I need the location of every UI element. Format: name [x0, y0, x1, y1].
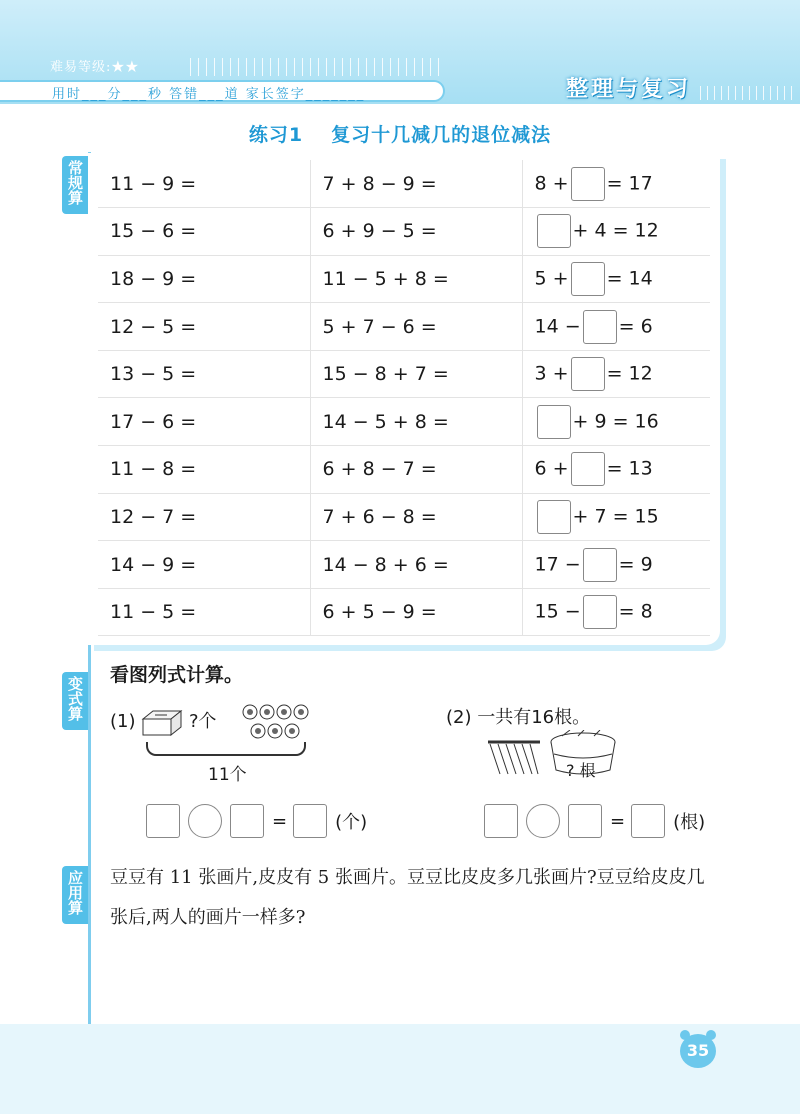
tag-variant [62, 672, 88, 730]
calc-cell-c-pre: 14 − [534, 315, 581, 338]
muffins-icon [240, 703, 312, 741]
calc-cell-a: 12 − 5 = [98, 303, 310, 351]
question-2-label: (2) [446, 707, 472, 728]
calc-cell-c-pre: 8 + [534, 172, 569, 195]
calc-row [98, 208, 710, 256]
calc-table [98, 160, 710, 636]
answer-box[interactable] [571, 357, 605, 391]
calc-cell-b: 6 + 9 − 5 = [310, 208, 522, 256]
calc-cell-a: 14 − 9 = [98, 541, 310, 589]
equation-1 [146, 804, 367, 838]
question-1 [110, 703, 312, 741]
calc-cell-c [522, 588, 710, 636]
calc-cell-c [522, 303, 710, 351]
calc-cell-c-post: = 9 [618, 553, 653, 576]
equation-2 [484, 804, 705, 838]
calc-row [98, 303, 710, 351]
tissue-box-icon [141, 707, 183, 737]
equation-1-unit: (个) [335, 812, 368, 833]
calc-cell-c [522, 398, 710, 446]
difficulty-rating: 难易等级:★★ [50, 60, 140, 75]
section-title: 整理与复习 [566, 77, 692, 102]
equals-sign: = [610, 810, 626, 832]
question-1-label: (1) [110, 711, 136, 732]
calc-cell-a: 11 − 5 = [98, 588, 310, 636]
answer-box[interactable] [631, 804, 665, 838]
applied-problem: 豆豆有 11 张画片,皮皮有 5 张画片。豆豆比皮皮多几张画片?豆豆给皮皮几张后,两人的画片一样多? [110, 867, 705, 928]
calc-cell-c-post: = 17 [606, 172, 653, 195]
calc-cell-c [522, 350, 710, 398]
calc-cell-b: 6 + 5 − 9 = [310, 588, 522, 636]
answer-box[interactable] [571, 167, 605, 201]
ruler-decoration [190, 58, 440, 76]
calc-cell-c-post: + 9 = 16 [572, 410, 659, 433]
calc-row [98, 160, 710, 208]
carrots-icon [486, 738, 542, 778]
calc-row [98, 588, 710, 636]
calc-cell-b: 6 + 8 − 7 = [310, 446, 522, 494]
calc-cell-c-pre: 15 − [534, 600, 581, 623]
calc-row [98, 255, 710, 303]
answer-box[interactable] [484, 804, 518, 838]
calc-cell-c [522, 541, 710, 589]
calc-cell-a: 17 − 6 = [98, 398, 310, 446]
exercise-topic: 复习十几减几的退位减法 [331, 124, 552, 146]
question-2-unknown: ? 根 [566, 761, 596, 780]
calc-cell-c [522, 160, 710, 208]
answer-box[interactable] [583, 548, 617, 582]
question-2-text: 一共有16根。 [477, 707, 591, 728]
calc-cell-c [522, 493, 710, 541]
calc-cell-b: 7 + 8 − 9 = [310, 160, 522, 208]
calc-row [98, 350, 710, 398]
page-number: 35 [680, 1034, 716, 1068]
answer-box[interactable] [230, 804, 264, 838]
calc-cell-a: 12 − 7 = [98, 493, 310, 541]
question-2 [446, 703, 590, 729]
answer-box[interactable] [583, 595, 617, 629]
calc-cell-c-post: + 4 = 12 [572, 219, 659, 242]
tag-applied [62, 866, 88, 924]
answer-box[interactable] [568, 804, 602, 838]
calc-cell-b: 14 − 8 + 6 = [310, 541, 522, 589]
tag-regular [62, 156, 88, 214]
calc-row [98, 493, 710, 541]
calc-cell-c-pre: 3 + [534, 362, 569, 385]
calc-cell-b: 11 − 5 + 8 = [310, 255, 522, 303]
calc-cell-c-post: = 14 [606, 267, 653, 290]
calc-cell-a: 13 − 5 = [98, 350, 310, 398]
answer-box[interactable] [571, 262, 605, 296]
tag-applied-label: 应用算 [66, 870, 84, 915]
equation-2-unit: (根) [673, 812, 706, 833]
calc-cell-a: 11 − 8 = [98, 446, 310, 494]
tag-variant-label: 变式算 [66, 676, 84, 721]
calc-row [98, 398, 710, 446]
calc-cell-c-post: = 12 [606, 362, 653, 385]
answer-box[interactable] [537, 405, 571, 439]
exercise-title [0, 120, 800, 147]
calc-cell-c-post: = 6 [618, 315, 653, 338]
calc-cell-a: 15 − 6 = [98, 208, 310, 256]
calc-cell-c [522, 446, 710, 494]
calc-row [98, 541, 710, 589]
ruler-decoration-right [700, 86, 798, 100]
equals-sign: = [272, 810, 288, 832]
total-brace [146, 742, 306, 756]
calc-cell-b: 15 − 8 + 7 = [310, 350, 522, 398]
answer-box[interactable] [537, 500, 571, 534]
calc-cell-c-post: = 13 [606, 457, 653, 480]
answer-box[interactable] [571, 452, 605, 486]
exercise-number: 练习1 [248, 124, 304, 146]
calc-cell-c-pre: 5 + [534, 267, 569, 290]
calc-row [98, 446, 710, 494]
answer-box[interactable] [537, 214, 571, 248]
tag-regular-label: 常规算 [66, 160, 84, 205]
question-1-total: 11个 [208, 765, 247, 785]
calc-cell-b: 14 − 5 + 8 = [310, 398, 522, 446]
calc-cell-c-pre: 6 + [534, 457, 569, 480]
calc-cell-c [522, 208, 710, 256]
calc-cell-b: 5 + 7 − 6 = [310, 303, 522, 351]
variant-instruction: 看图列式计算。 [110, 664, 244, 686]
calc-cell-c-post: = 8 [618, 600, 653, 623]
answer-box[interactable] [583, 310, 617, 344]
calc-cell-b: 7 + 6 − 8 = [310, 493, 522, 541]
calc-cell-c [522, 255, 710, 303]
calc-cell-c-pre: 17 − [534, 553, 581, 576]
calc-cell-c-post: + 7 = 15 [572, 505, 659, 528]
answer-box[interactable] [146, 804, 180, 838]
answer-box[interactable] [293, 804, 327, 838]
calc-cell-a: 11 − 9 = [98, 160, 310, 208]
operator-circle[interactable] [526, 804, 560, 838]
question-1-unknown: ?个 [188, 711, 217, 732]
calc-cell-a: 18 − 9 = [98, 255, 310, 303]
operator-circle[interactable] [188, 804, 222, 838]
info-text: 用时___分___秒 答错___道 家长签字_______ [52, 87, 366, 102]
